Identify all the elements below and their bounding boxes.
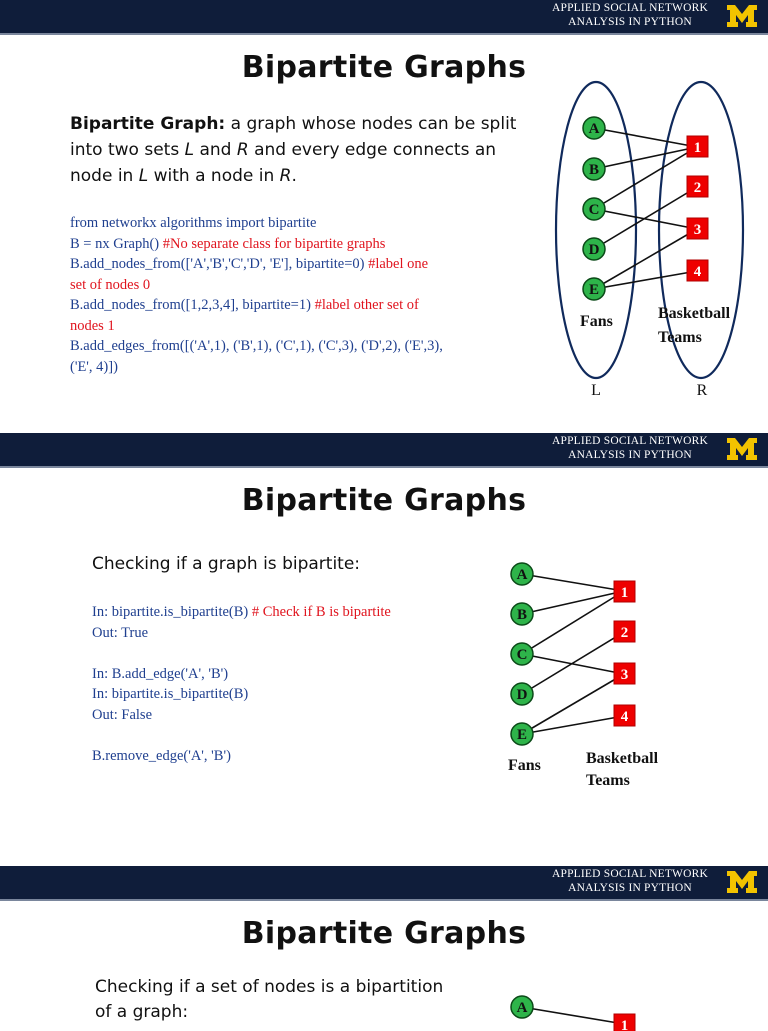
node-e	[583, 278, 605, 300]
slide-header	[0, 433, 768, 468]
fans-label: Fans	[580, 313, 613, 330]
svg-text:A: A	[516, 1000, 528, 1016]
slide-gap	[0, 418, 768, 433]
course-title: APPLIED SOCIAL NETWORK ANALYSIS IN PYTHON	[551, 2, 708, 28]
edge-b-1	[522, 591, 624, 614]
slide-3	[0, 866, 768, 1031]
svg-text:D: D	[588, 242, 600, 258]
node-4	[614, 705, 635, 726]
node-3	[687, 218, 708, 239]
set-r-label: R	[696, 382, 708, 399]
svg-text:1: 1	[693, 140, 702, 156]
teams-label-line1: Basketball	[586, 750, 659, 767]
svg-text:C: C	[516, 647, 528, 663]
node-b	[583, 158, 605, 180]
fans-label: Fans	[508, 757, 541, 774]
node-a	[511, 563, 533, 585]
edge-b-1	[594, 147, 697, 169]
teams-label-line2: Teams	[658, 329, 702, 346]
slide-gap	[0, 853, 768, 866]
university-m-logo	[726, 4, 758, 28]
node-2	[614, 621, 635, 642]
code-block: from networkx algorithms import bipartite B = nx Graph() #No separate class for bipartite graphs B.add_nodes_from(['A','B','C','D', 'E'], bipartite=0) #label one set of nodes 0 B.add_nodes_from([1,2,3,4], bipartite=1) #label other set of nodes 1 B.add_edges_from([('A',1), ('B',1), ('C',1), ('C',3), ('D',2), ('E',3), ('E', 4)])	[70, 215, 443, 375]
bipartite-graph-diagram	[500, 558, 700, 798]
svg-text:E: E	[516, 727, 528, 743]
teams-label-line2: Teams	[586, 772, 630, 789]
set-l-label: L	[591, 382, 601, 399]
node-1	[687, 136, 708, 157]
node-d	[511, 683, 533, 705]
node-3	[614, 663, 635, 684]
node-d	[583, 238, 605, 260]
svg-text:E: E	[588, 282, 600, 298]
edge-d-2	[522, 632, 624, 694]
edge-c-3	[594, 209, 697, 229]
slide-2	[0, 433, 768, 853]
node-4	[687, 260, 708, 281]
svg-text:A: A	[516, 567, 528, 583]
node-a	[511, 996, 533, 1018]
bipartite-graph-diagram	[550, 80, 760, 405]
edge-c-1	[594, 147, 697, 209]
course-title: APPLIED SOCIAL NETWORK ANALYSIS IN PYTHON	[551, 868, 708, 894]
slide-header	[0, 0, 768, 35]
university-m-logo	[726, 437, 758, 461]
node-2	[687, 176, 708, 197]
subheading: Checking if a graph is bipartite:	[92, 554, 361, 574]
teams-label-line1: Basketball	[658, 305, 731, 322]
node-1	[614, 581, 635, 602]
svg-text:1: 1	[620, 1018, 629, 1031]
svg-text:B: B	[516, 607, 528, 623]
svg-text:3: 3	[620, 667, 629, 683]
node-1	[614, 1014, 635, 1031]
svg-text:3: 3	[693, 222, 702, 238]
node-c	[511, 643, 533, 665]
node-a	[583, 117, 605, 139]
bipartite-graph-diagram	[500, 991, 650, 1031]
svg-text:B: B	[588, 162, 600, 178]
course-title: APPLIED SOCIAL NETWORK ANALYSIS IN PYTHON	[551, 435, 708, 461]
edge-d-2	[594, 187, 697, 249]
svg-text:4: 4	[620, 709, 629, 725]
slide-title: Bipartite Graphs	[241, 483, 527, 518]
node-e	[511, 723, 533, 745]
svg-text:A: A	[588, 121, 600, 137]
bipartite-definition: Bipartite Graph: a graph whose nodes can be split into two sets L and R and every edge connects an node in L with a node in R.	[70, 114, 517, 186]
edge-a-1	[522, 1007, 624, 1024]
svg-text:1: 1	[620, 585, 629, 601]
slide-header	[0, 866, 768, 901]
edge-c-1	[522, 591, 624, 654]
edge-a-1	[522, 574, 624, 591]
slide-1	[0, 0, 768, 418]
edge-a-1	[594, 128, 697, 147]
svg-text:2: 2	[693, 180, 702, 196]
svg-text:D: D	[516, 687, 528, 703]
svg-text:4: 4	[693, 264, 702, 280]
slide-title: Bipartite Graphs	[241, 916, 527, 951]
node-b	[511, 603, 533, 625]
svg-text:2: 2	[620, 625, 629, 641]
slide-title: Bipartite Graphs	[241, 50, 527, 85]
code-block: In: bipartite.is_bipartite(B) # Check if B is bipartite Out: True In: B.add_edge('A', 'B') In: bipartite.is_bipartite(B) Out: False B.remove_edge('A', 'B')	[92, 604, 391, 764]
subheading: Checking if a set of nodes is a bipartition of a graph:	[95, 977, 444, 1022]
edge-c-3	[522, 654, 624, 674]
university-m-logo	[726, 870, 758, 894]
svg-text:C: C	[588, 202, 600, 218]
node-c	[583, 198, 605, 220]
